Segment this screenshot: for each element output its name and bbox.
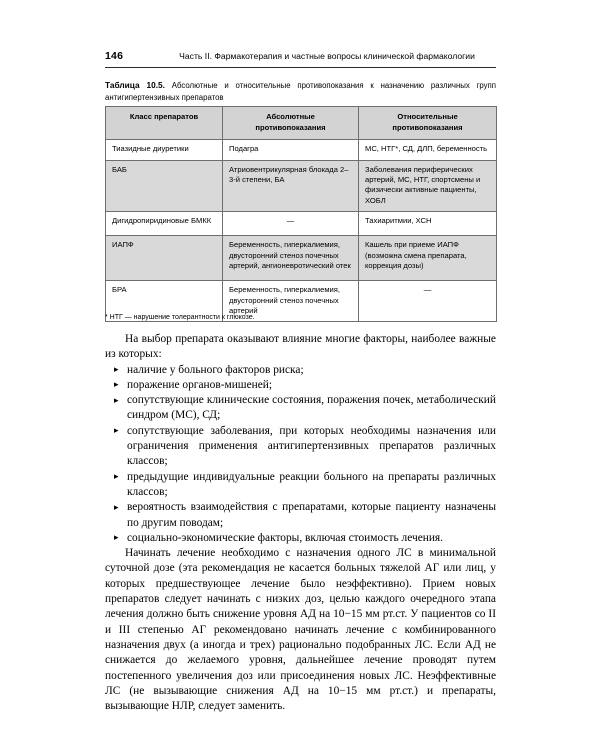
bullet-marker-icon: ▸ — [114, 471, 119, 482]
table-header-row — [106, 107, 497, 140]
list-item — [105, 470, 496, 501]
cell-relative: Тахиаритмии, ХСН — [359, 212, 497, 236]
table-row — [106, 212, 497, 236]
list-item-label: поражение органов-мишеней; — [127, 378, 273, 391]
list-item — [105, 531, 496, 546]
column-header-absolute-line1: Абсолютные — [266, 112, 315, 121]
contraindications-table — [105, 106, 497, 322]
header-rule — [105, 67, 496, 68]
cell-absolute: Беременность, гиперкалиемия, двусторонний стеноз почечных артерий, ангионевротический отек — [223, 236, 359, 281]
cell-relative: МС, НТГ*, СД, ДЛП, беременность — [359, 140, 497, 160]
closing-paragraph: Начинать лечение необходимо с назначения одного ЛС в минимальной суточной дозе (эта рекомендация не касается больных тяжелой АГ или лиц, у которых предшествующее лечение было неэффективно). Прием новых препаратов следует начинать с низких доз, целью каждого очередного этапа лечения должно быть снижение уровня АД на 10−15 мм рт.ст. У пациентов со II и III степенью АГ рекомендовано начинать лечение с комбинированного назначения двух (а иногда и трех) рационально подобранных ЛС. Если АД не снижается до желаемого уровня, дальнейшее лечение проводят путем постепенного увеличения доз или присоединения новых ЛС. Неэффективные ЛС (не вызывающие снижения АД на 10−15 мм рт.ст.) и препараты, вызывающие НЛР, следует заменить. — [105, 547, 496, 713]
cell-relative: — — [359, 281, 497, 322]
bullet-marker-icon: ▸ — [114, 532, 119, 543]
cell-relative: Кашель при приеме ИАПФ (возможна смена препарата, коррекция дозы) — [359, 236, 497, 281]
bullet-marker-icon: ▸ — [114, 364, 119, 375]
cell-drug-class: БАБ — [106, 160, 223, 212]
cell-relative: Заболевания периферических артерий, МС, НТГ, спортсмены и физически активные пациенты, ХОБЛ — [359, 160, 497, 212]
running-head — [105, 50, 496, 62]
body-copy — [105, 332, 496, 714]
column-header-absolute — [223, 107, 359, 140]
list-item — [105, 378, 496, 393]
cell-drug-class: БРА — [106, 281, 223, 322]
table-caption-label: Таблица 10.5. — [105, 80, 165, 90]
bullet-marker-icon: ▸ — [114, 425, 119, 436]
cell-absolute: Атриовентрикулярная блокада 2–3-й степени, БА — [223, 160, 359, 212]
cell-absolute: Беременность, гиперкалиемия, двусторонний стеноз почечных артерий — [223, 281, 359, 322]
page-number: 146 — [105, 50, 124, 62]
column-header-drug-class — [106, 107, 223, 140]
cell-absolute: — — [223, 212, 359, 236]
list-item — [105, 500, 496, 531]
bullet-marker-icon: ▸ — [114, 379, 119, 390]
table-row — [106, 236, 497, 281]
list-item-label: предыдущие индивидуальные реакции больного на препараты различных классов; — [127, 470, 496, 498]
table-row — [106, 140, 497, 160]
list-item-label: вероятность взаимодействия с препаратами, которые пациенту назначены по другим поводам; — [127, 501, 496, 529]
table-caption-text: Абсолютные и относительные противопоказания к назначению различных групп антигипертензивных препаратов — [105, 81, 496, 102]
cell-drug-class: Дигидропиридиновые БМКК — [106, 212, 223, 236]
factors-list — [105, 363, 496, 547]
column-header-relative-line2: противопоказания — [392, 122, 463, 132]
cell-absolute: Подагра — [223, 140, 359, 160]
table-footnote: * НТГ — нарушение толерантности к глюкозе. — [105, 314, 255, 321]
running-title: Часть II. Фармакотерапия и частные вопросы клинической фармакологии — [179, 51, 475, 61]
intro-paragraph: На выбор препарата оказывают влияние многие факторы, наиболее важные из которых: — [105, 333, 496, 361]
list-item-label: сопутствующие заболевания, при которых необходимы назначения или ограничения применения антигипертензивных препаратов различных классов; — [127, 424, 496, 468]
list-item — [105, 424, 496, 470]
list-item-label: наличие у больного факторов риска; — [127, 363, 304, 376]
column-header-drug-class-label: Класс препаратов — [129, 112, 199, 121]
cell-drug-class: ИАПФ — [106, 236, 223, 281]
table-row — [106, 160, 497, 212]
cell-drug-class: Тиазидные диуретики — [106, 140, 223, 160]
list-item-label: социально-экономические факторы, включая стоимость лечения. — [127, 531, 444, 544]
contraindications-table-wrap — [105, 106, 496, 322]
list-item-label: сопутствующие клинические состояния, поражения почек, метаболический синдром (МС), СД; — [127, 394, 496, 422]
column-header-relative-line1: Относительные — [397, 112, 458, 121]
bullet-marker-icon: ▸ — [114, 394, 119, 405]
column-header-relative — [359, 107, 497, 140]
list-item — [105, 393, 496, 424]
table-caption — [105, 80, 496, 103]
list-item — [105, 363, 496, 378]
column-header-absolute-line2: противопоказания — [255, 122, 326, 132]
bullet-marker-icon: ▸ — [114, 501, 119, 512]
